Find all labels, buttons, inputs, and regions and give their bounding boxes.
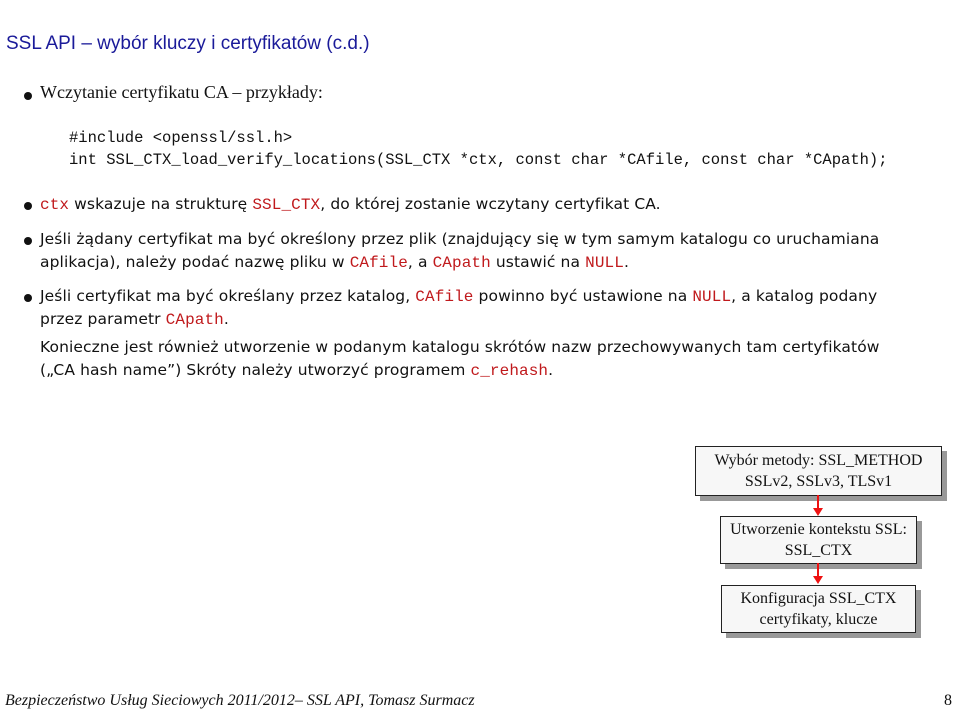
text-segment: . — [548, 361, 554, 379]
box-line: Utworzenie kontekstu SSL: — [730, 521, 907, 538]
text-segment: wskazuje na strukturę — [69, 195, 253, 213]
bullet-text-hash-line1: Konieczne jest również utworzenie w podanym katalogu skrótów nazw przechowywanych tam certyfikatów — [40, 338, 880, 356]
code-null: NULL — [585, 254, 624, 272]
bullet-text-ctx — [40, 195, 661, 214]
code-capath: CApath — [165, 311, 224, 329]
text-segment: , a katalog podany — [731, 287, 878, 305]
text-segment: Jeśli certyfikat ma być określany przez katalog, — [40, 287, 416, 305]
text-segment: powinno być ustawione na — [473, 287, 693, 305]
bullet-text-dir-line2 — [40, 310, 229, 329]
arrow-head — [813, 576, 823, 584]
slide-title: SSL API – wybór kluczy i certyfikatów (c.d.) — [6, 33, 370, 54]
bullet-dot — [24, 92, 32, 100]
text-segment: , a — [407, 253, 433, 271]
text-segment: przez parametr — [40, 310, 166, 328]
diagram-box-context — [720, 516, 917, 564]
code-cafile: CAfile — [349, 254, 408, 272]
code-include-line: #include <openssl/ssl.h> — [69, 129, 293, 147]
bullet-dot — [24, 202, 32, 210]
code-capath: CApath — [432, 254, 491, 272]
bullet-text-hash-line2 — [40, 361, 553, 380]
code-c-rehash: c_rehash — [470, 362, 549, 380]
text-segment: . — [623, 253, 629, 271]
arrow-line — [817, 495, 819, 509]
code-ctx: ctx — [40, 196, 70, 214]
bullet-text-dir-line1 — [40, 287, 877, 306]
code-null: NULL — [692, 288, 732, 306]
box-line: Konfiguracja SSL_CTX — [740, 590, 897, 607]
text-segment: . — [223, 310, 229, 328]
diagram-box-method — [695, 446, 942, 496]
text-segment: , do której zostanie wczytany certyfikat CA. — [320, 195, 661, 213]
code-ssl-ctx: SSL_CTX — [252, 196, 321, 214]
box-line: SSLv2, SSLv3, TLSv1 — [744, 473, 893, 490]
text-segment: („CA hash name”) Skróty należy utworzyć programem — [40, 361, 471, 379]
arrow-head — [813, 508, 823, 516]
box-line: certyfikaty, klucze — [759, 611, 878, 628]
code-cafile: CAfile — [415, 288, 474, 306]
bullet-dot — [24, 237, 32, 245]
bullet-dot — [24, 294, 32, 302]
diagram-box-config — [721, 585, 916, 633]
box-line: Wybór metody: SSL_METHOD — [714, 452, 923, 469]
bullet-text-file-line1: Jeśli żądany certyfikat ma być określony przez plik (znajdujący się w tym samym katalogu co uruchamiana — [40, 230, 880, 248]
text-segment: ustawić na — [490, 253, 586, 271]
bullet-text-file-line2 — [40, 253, 629, 272]
box-line: SSL_CTX — [784, 542, 853, 559]
code-function-signature: int SSL_CTX_load_verify_locations(SSL_CTX *ctx, const char *CAfile, const char *CApath); — [69, 151, 888, 169]
arrow-line — [817, 563, 819, 577]
bullet-text-ca-loading: Wczytanie certyfikatu CA – przykłady: — [40, 82, 323, 102]
footer-text: Bezpieczeństwo Usług Sieciowych 2011/2012– SSL API, Tomasz Surmacz — [5, 692, 475, 709]
text-segment: aplikacja), należy podać nazwę pliku w — [40, 253, 350, 271]
page-number: 8 — [944, 692, 952, 709]
